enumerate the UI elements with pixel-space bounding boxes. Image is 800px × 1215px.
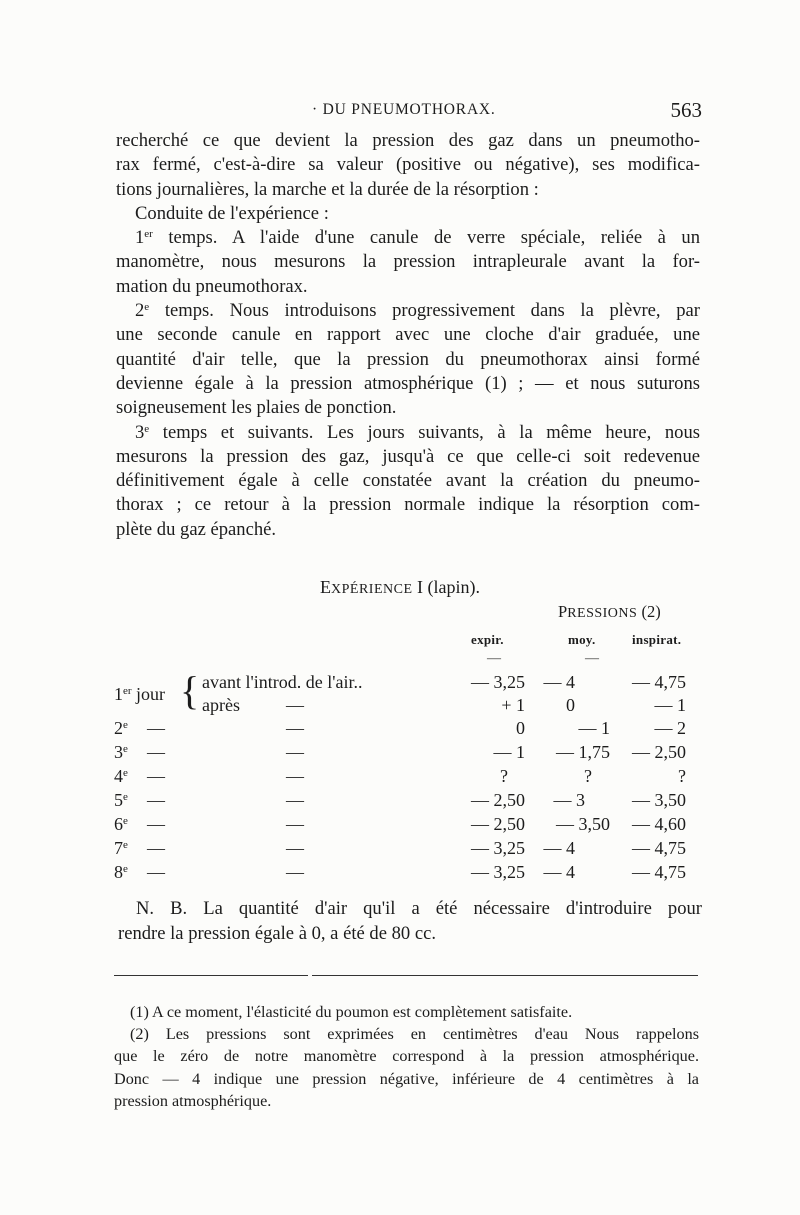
step-number: 1 xyxy=(135,227,145,249)
ordinal-suffix: er xyxy=(144,228,153,241)
text-line: (1) A ce moment, l'élasticité du poumon est complètement satisfaite. xyxy=(130,1003,573,1021)
cell-inspirat: — 4,75 xyxy=(632,838,686,858)
cell-expir: — 3,25 xyxy=(471,838,525,858)
nb-note xyxy=(118,897,702,946)
text-line: plète du gaz épanché. xyxy=(116,518,277,540)
text-line: (2) Les pressions sont exprimées en centimètres d'eau Nous rappelons xyxy=(130,1025,699,1044)
ordinal-suffix: e xyxy=(123,743,128,755)
ditto-mark: — xyxy=(286,695,304,715)
cell-inspirat: — 3,50 xyxy=(632,790,686,810)
ordinal-suffix: e xyxy=(144,422,150,435)
cell-moy: — 1 xyxy=(578,718,610,738)
cell-expir: — 1 xyxy=(493,742,525,762)
cell-inspirat: — 4,75 xyxy=(632,672,686,692)
ditto-mark: — xyxy=(286,838,304,858)
text-line: N. B. La quantité d'air qu'il a été nécessaire d'introduire pour xyxy=(136,898,702,919)
ordinal-suffix: e xyxy=(123,863,128,875)
ordinal-suffix: e xyxy=(123,839,128,851)
ordinal-suffix: e xyxy=(123,791,128,803)
cell-moy: — 4 xyxy=(543,862,575,882)
page-number: 563 xyxy=(670,98,702,122)
day-label xyxy=(114,814,128,835)
day-label xyxy=(114,838,128,859)
day-label xyxy=(114,742,128,763)
ditto-mark: — xyxy=(147,718,165,738)
ordinal-suffix: e xyxy=(123,719,128,731)
text-line: mation du pneumothorax. xyxy=(116,275,308,297)
column-header-expir: expir. xyxy=(471,632,504,647)
title-capital: E xyxy=(320,577,331,597)
heading-capital: P xyxy=(558,602,568,621)
ditto-mark: — xyxy=(147,766,165,786)
cell-expir: — 3,25 xyxy=(471,672,525,692)
text-line: tions journalières, la marche et la durée de la résorption : xyxy=(116,178,539,200)
text-line: une seconde canule en rapport avec une cloche d'air graduée, une xyxy=(116,324,700,346)
text-line: rendre la pression égale à 0, a été de 80 cc. xyxy=(118,922,437,944)
day-number: 8 xyxy=(114,862,123,882)
text-line: thorax ; ce retour à la pression normale indique la résorption com- xyxy=(116,494,700,516)
cell-expir: ? xyxy=(500,766,508,786)
cell-moy: 0 xyxy=(566,695,575,715)
ditto-mark: — xyxy=(286,862,304,882)
ditto-mark: — xyxy=(147,814,165,834)
ditto-mark: — xyxy=(286,742,304,762)
ditto-mark: — xyxy=(286,718,304,738)
ditto-mark: — xyxy=(147,790,165,810)
text-line: que le zéro de notre manomètre correspond à la pression atmosphérique. xyxy=(114,1047,699,1066)
title-rest: I (lapin). xyxy=(412,577,480,597)
cell-moy: — 4 xyxy=(543,838,575,858)
ditto-mark: — xyxy=(147,838,165,858)
cell-inspirat: ? xyxy=(678,766,686,786)
ditto-mark: — xyxy=(286,814,304,834)
day-label xyxy=(114,790,128,811)
sub-row-label-apres: après xyxy=(202,695,240,715)
ordinal-suffix: er xyxy=(123,685,132,697)
text-line: définitivement égale à celle constatée avant la création du pneumo- xyxy=(116,470,700,492)
cell-moy: — 1,75 xyxy=(556,742,610,762)
cell-expir: — 3,25 xyxy=(471,862,525,882)
ditto-mark: — xyxy=(147,862,165,882)
cell-inspirat: — 2,50 xyxy=(632,742,686,762)
day-label xyxy=(114,862,128,883)
text-line: manomètre, nous mesurons la pression intrapleurale avant la for- xyxy=(116,251,700,273)
cell-expir: — 2,50 xyxy=(471,790,525,810)
day-number: 6 xyxy=(114,814,123,834)
running-head-title: · DU PNEUMOTHORAX. xyxy=(312,101,496,118)
text-line: quantité d'air telle, que la pression du pneumothorax ainsi formé xyxy=(116,348,700,370)
cell-moy: — 3 xyxy=(553,790,585,810)
day-number: 5 xyxy=(114,790,123,810)
text-line: devienne égale à la pression atmosphérique (1) ; — et nous suturons xyxy=(116,372,700,394)
cell-expir: + 1 xyxy=(501,695,525,715)
cell-inspirat: — 2 xyxy=(654,718,686,738)
footnote-1 xyxy=(114,1001,699,1023)
footnote-2 xyxy=(114,1023,699,1112)
ditto-mark: — xyxy=(286,790,304,810)
cell-moy: — 4 xyxy=(543,672,575,692)
cell-inspirat: — 1 xyxy=(654,695,686,715)
text-line: Conduite de l'expérience : xyxy=(135,202,329,224)
day-number: 3 xyxy=(114,742,123,762)
cell-expir: 0 xyxy=(516,718,525,738)
footnote-rule xyxy=(114,975,308,976)
day-word: jour xyxy=(131,684,166,704)
day-label xyxy=(114,684,165,705)
cell-expir: — 2,50 xyxy=(471,814,525,834)
column-header-inspirat: inspirat. xyxy=(632,632,682,647)
step-number: 2 xyxy=(135,300,145,322)
step-number: 3 xyxy=(135,421,145,443)
day-number: 7 xyxy=(114,838,123,858)
title-smallcaps: XPÉRIENCE xyxy=(331,582,413,597)
cell-inspirat: — 4,60 xyxy=(632,814,686,834)
text-fragment: temps. Nous introduisons progressivement dans la plèvre, par xyxy=(149,300,700,322)
text-line: recherché ce que devient la pression des gaz dans un pneumotho- xyxy=(116,130,700,151)
column-header-moy: moy. xyxy=(568,632,596,647)
text-line: soigneusement les plaies de ponction. xyxy=(116,397,397,419)
ditto-mark: — xyxy=(286,766,304,786)
cell-moy: ? xyxy=(584,766,592,786)
day-number: 2 xyxy=(114,718,123,738)
text-fragment: temps. A l'aide d'une canule de verre spéciale, reliée à un xyxy=(152,227,700,249)
ordinal-suffix: e xyxy=(144,301,150,314)
day-number: 1 xyxy=(114,684,123,704)
day-label xyxy=(114,718,128,739)
text-line: Donc — 4 indique une pression négative, inférieure de 4 centimètres à la xyxy=(114,1069,699,1088)
footnote-rule xyxy=(312,975,698,976)
text-line: mesurons la pression des gaz, jusqu'à ce que celle-ci soit redevenue xyxy=(116,445,700,467)
sub-row-label-avant: avant l'introd. de l'air.. xyxy=(202,672,363,692)
ditto-mark: — xyxy=(147,742,165,762)
heading-smallcaps: RESSIONS xyxy=(567,606,638,621)
footnotes xyxy=(114,1001,699,1112)
heading-rest: (2) xyxy=(637,602,661,621)
column-tick: — xyxy=(585,651,599,666)
text-fragment: temps et suivants. Les jours suivants, à la même heure, nous xyxy=(149,421,700,443)
column-tick: — xyxy=(487,651,501,666)
text-line: rax fermé, c'est-à-dire sa valeur (positive ou négative), ses modifica- xyxy=(116,154,700,176)
cell-inspirat: — 4,75 xyxy=(632,862,686,882)
cell-moy: — 3,50 xyxy=(556,814,610,834)
day-number: 4 xyxy=(114,766,123,786)
day-label xyxy=(114,766,128,787)
ordinal-suffix: e xyxy=(123,815,128,827)
text-line: pression atmosphérique. xyxy=(114,1091,272,1110)
ordinal-suffix: e xyxy=(123,767,128,779)
brace-symbol: { xyxy=(180,668,200,713)
